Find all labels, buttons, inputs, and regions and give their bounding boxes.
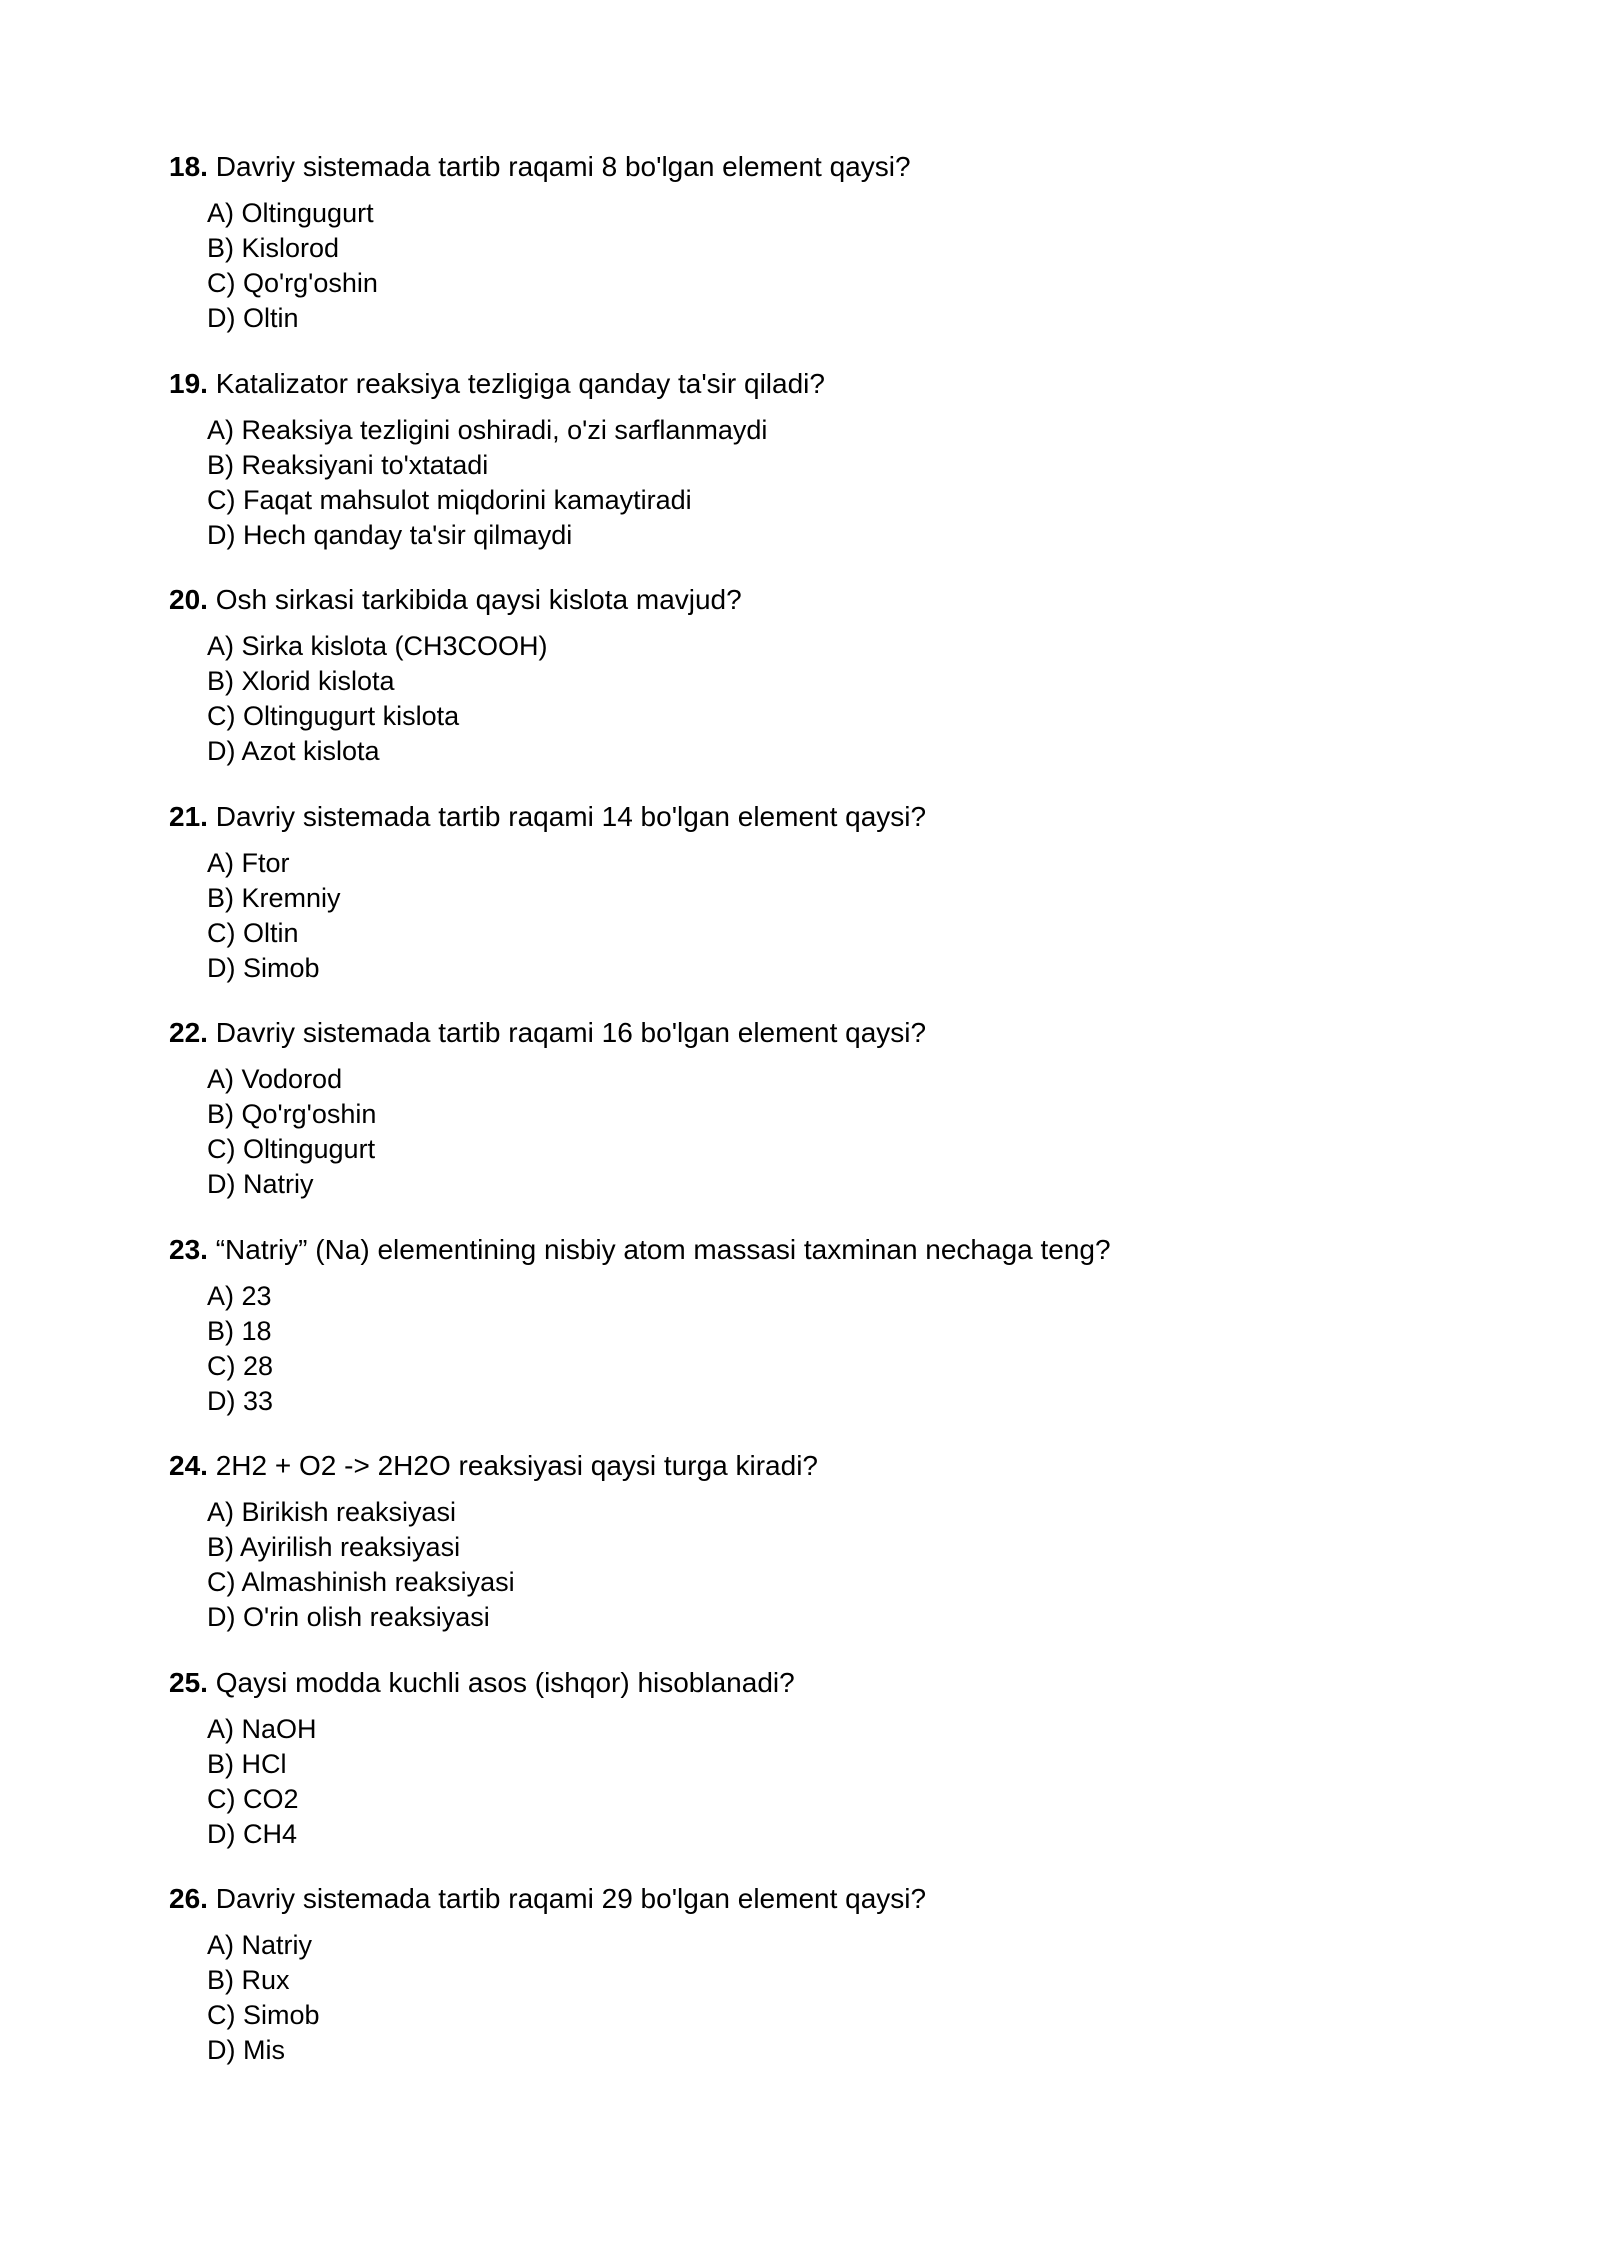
question-text: Osh sirkasi tarkibida qaysi kislota mavjud? bbox=[215, 584, 742, 615]
answer-option-a: A) Vodorod bbox=[207, 1064, 343, 1094]
answer-option-c: C) CO2 bbox=[207, 1783, 299, 1814]
question-number: 20. bbox=[169, 584, 208, 615]
answer-option-b: B) Reaksiyani to'xtatadi bbox=[207, 449, 489, 480]
question-text: 2H2 + O2 -> 2H2O reaksiyasi qaysi turga kiradi? bbox=[215, 1450, 818, 1481]
answer-option-d: D) Simob bbox=[207, 952, 320, 983]
answer-options bbox=[169, 846, 1529, 986]
answer-option-d: D) 33 bbox=[207, 1385, 274, 1416]
question-heading bbox=[169, 1016, 1529, 1062]
question-text: “Natriy” (Na) elementining nisbiy atom massasi taxminan nechaga teng? bbox=[215, 1233, 1111, 1265]
question-number: 21. bbox=[169, 800, 208, 832]
answer-option-d: D) O'rin olish reaksiyasi bbox=[207, 1602, 490, 1632]
answer-options bbox=[169, 413, 1529, 553]
question-number: 23. bbox=[169, 1233, 208, 1265]
answer-option-b: B) Xlorid kislota bbox=[207, 666, 395, 696]
question-text: Katalizator reaksiya tezligiga qanday ta'sir qiladi? bbox=[215, 367, 825, 399]
question-item bbox=[169, 1882, 1529, 2099]
question-item bbox=[169, 1016, 1529, 1233]
answer-option-c: C) Faqat mahsulot miqdorini kamaytiradi bbox=[207, 484, 692, 515]
question-item bbox=[169, 800, 1529, 1017]
answer-options bbox=[169, 1712, 1529, 1852]
answer-option-c: C) Oltin bbox=[207, 917, 299, 948]
question-item bbox=[169, 1666, 1529, 1883]
question-heading bbox=[169, 1449, 1529, 1495]
question-heading bbox=[169, 1882, 1529, 1928]
question-number: 22. bbox=[169, 1017, 208, 1048]
answer-options bbox=[169, 1062, 1529, 1202]
question-number: 24. bbox=[169, 1450, 208, 1481]
answer-option-a: A) 23 bbox=[207, 1280, 272, 1311]
answer-option-c: C) Qo'rg'oshin bbox=[207, 268, 378, 298]
answer-options bbox=[169, 1279, 1529, 1419]
answer-option-a: A) Sirka kislota (CH3COOH) bbox=[207, 631, 548, 661]
answer-option-a: A) Reaksiya tezligini oshiradi, o'zi sarflanmaydi bbox=[207, 414, 768, 445]
answer-option-d: D) Azot kislota bbox=[207, 736, 380, 766]
question-number: 18. bbox=[169, 151, 208, 182]
answer-option-d: D) Oltin bbox=[207, 303, 299, 333]
question-item bbox=[169, 583, 1529, 800]
answer-option-a: A) Birikish reaksiyasi bbox=[207, 1497, 457, 1527]
question-heading bbox=[169, 583, 1529, 629]
question-heading bbox=[169, 800, 1529, 846]
answer-option-c: C) Almashinish reaksiyasi bbox=[207, 1567, 515, 1597]
question-list bbox=[169, 150, 1529, 2099]
answer-options bbox=[169, 1495, 1529, 1635]
question-heading bbox=[169, 1233, 1529, 1279]
answer-option-a: A) Oltingugurt bbox=[207, 198, 374, 228]
answer-options bbox=[169, 1928, 1529, 2068]
question-heading bbox=[169, 367, 1529, 413]
answer-option-b: B) 18 bbox=[207, 1315, 272, 1346]
answer-option-a: A) NaOH bbox=[207, 1713, 317, 1744]
question-text: Davriy sistemada tartib raqami 14 bo'lgan element qaysi? bbox=[215, 800, 927, 832]
question-item bbox=[169, 150, 1529, 367]
question-number: 19. bbox=[169, 367, 208, 399]
answer-option-c: C) 28 bbox=[207, 1350, 274, 1381]
answer-option-d: D) Mis bbox=[207, 2035, 285, 2065]
answer-option-b: B) Qo'rg'oshin bbox=[207, 1099, 377, 1129]
question-item bbox=[169, 1449, 1529, 1666]
answer-options bbox=[169, 196, 1529, 336]
answer-option-d: D) CH4 bbox=[207, 1818, 298, 1849]
question-heading bbox=[169, 1666, 1529, 1712]
answer-option-c: C) Simob bbox=[207, 2000, 320, 2030]
question-number: 26. bbox=[169, 1883, 208, 1914]
answer-option-b: B) Ayirilish reaksiyasi bbox=[207, 1532, 461, 1562]
question-item bbox=[169, 1233, 1529, 1450]
question-text: Davriy sistemada tartib raqami 8 bo'lgan element qaysi? bbox=[215, 151, 911, 182]
question-text: Davriy sistemada tartib raqami 16 bo'lgan element qaysi? bbox=[215, 1017, 927, 1048]
answer-option-b: B) HCl bbox=[207, 1748, 287, 1779]
answer-option-c: C) Oltingugurt kislota bbox=[207, 701, 460, 731]
answer-option-b: B) Rux bbox=[207, 1965, 290, 1995]
question-text: Qaysi modda kuchli asos (ishqor) hisoblanadi? bbox=[215, 1666, 795, 1698]
question-heading bbox=[169, 150, 1529, 196]
answer-option-b: B) Kremniy bbox=[207, 882, 341, 913]
answer-option-c: C) Oltingugurt bbox=[207, 1134, 376, 1164]
answer-option-d: D) Natriy bbox=[207, 1169, 314, 1199]
question-item bbox=[169, 367, 1529, 584]
question-text: Davriy sistemada tartib raqami 29 bo'lgan element qaysi? bbox=[215, 1883, 927, 1914]
answer-option-a: A) Ftor bbox=[207, 847, 290, 878]
answer-option-d: D) Hech qanday ta'sir qilmaydi bbox=[207, 519, 573, 550]
answer-option-a: A) Natriy bbox=[207, 1930, 313, 1960]
answer-options bbox=[169, 629, 1529, 769]
answer-option-b: B) Kislorod bbox=[207, 233, 340, 263]
question-number: 25. bbox=[169, 1666, 208, 1698]
